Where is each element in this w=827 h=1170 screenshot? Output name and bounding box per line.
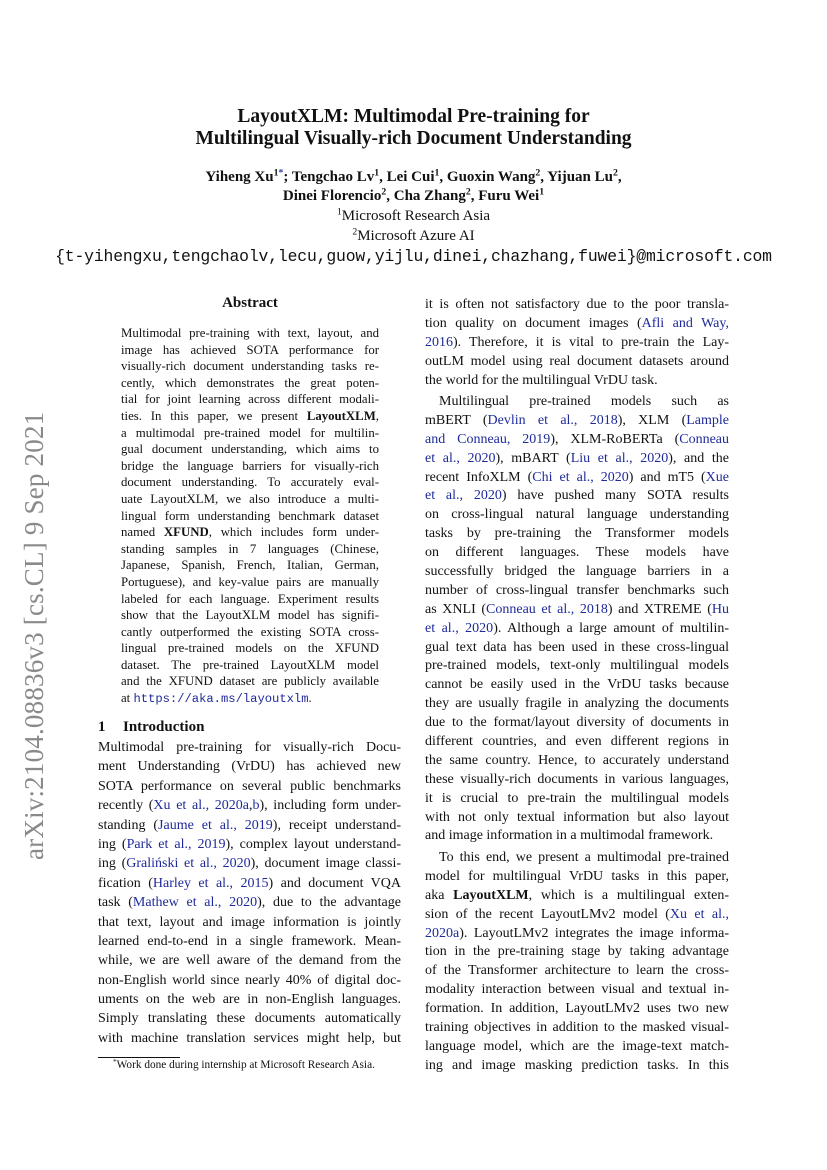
text: sion of the recent LayoutLMv2 model ( bbox=[425, 906, 670, 922]
author bbox=[205, 169, 291, 185]
text: Multimodal pre-training for visually-rich Docu- bbox=[98, 740, 401, 755]
text: bridge the language barriers for visually-rich bbox=[121, 458, 379, 473]
text: that text, layout and image information is jointly bbox=[98, 914, 401, 930]
text-line bbox=[98, 738, 401, 757]
text: formation. In addition, LayoutLMv2 uses two new bbox=[425, 1001, 729, 1017]
text-line bbox=[121, 524, 379, 541]
author-separator: , bbox=[439, 169, 447, 185]
title-line: Multilingual Visually-rich Document Understanding bbox=[195, 128, 632, 149]
text: while, we are well aware of the demand from the bbox=[98, 953, 401, 969]
text: ). Therefore, it is vital to pre-train the Lay- bbox=[453, 334, 729, 350]
text: task ( bbox=[98, 895, 133, 911]
affiliations bbox=[0, 206, 827, 246]
text: recent InfoXLM ( bbox=[425, 469, 533, 485]
text-line bbox=[98, 874, 401, 893]
text-line bbox=[121, 591, 379, 608]
text: these visually-rich documents in various languages, bbox=[425, 771, 729, 787]
text-line bbox=[121, 673, 379, 690]
text: named bbox=[121, 525, 164, 540]
text-line bbox=[425, 412, 729, 431]
text-line bbox=[425, 906, 729, 925]
paper-title bbox=[0, 106, 827, 150]
text-line bbox=[121, 640, 379, 657]
text: standing ( bbox=[98, 817, 159, 833]
text-line bbox=[98, 990, 401, 1009]
affiliation bbox=[0, 226, 827, 246]
text-line bbox=[425, 582, 729, 601]
text: cantly outperformed the existing SOTA cross- bbox=[121, 624, 379, 639]
text-line bbox=[425, 943, 729, 962]
text: due to the format/layout diversity of documents in bbox=[425, 715, 729, 731]
citation-link[interactable]: 2020a bbox=[425, 925, 460, 941]
text: it is crucial to pre-train the multilingual models bbox=[425, 790, 729, 806]
text: aka bbox=[425, 887, 454, 903]
text-line bbox=[425, 506, 729, 525]
text: tial for joint learning across different modali- bbox=[121, 392, 379, 407]
text-line bbox=[425, 809, 729, 828]
authors bbox=[0, 168, 827, 206]
text-line bbox=[121, 474, 379, 491]
footnote-mark: * bbox=[113, 1056, 117, 1066]
citation-link[interactable]: Xu et al., 2020a bbox=[153, 798, 249, 814]
text-line bbox=[425, 695, 729, 714]
text-line bbox=[121, 557, 379, 574]
text-line bbox=[121, 690, 379, 707]
citation-link[interactable]: Lample bbox=[686, 412, 729, 428]
author-name: Dinei Florencio bbox=[282, 188, 382, 204]
text: language model, which are the image-text match- bbox=[425, 1038, 729, 1054]
affiliation-name: Microsoft Azure AI bbox=[357, 228, 475, 244]
text: visually-rich document understanding tasks re- bbox=[121, 359, 379, 374]
author bbox=[283, 188, 394, 204]
footnote-rule bbox=[98, 1057, 180, 1058]
abstract-body bbox=[121, 325, 379, 707]
text-line bbox=[425, 620, 729, 639]
text: Multilingual pre-trained models such as bbox=[439, 394, 729, 409]
author-separator: ; bbox=[283, 169, 292, 185]
text: ) and XTREME ( bbox=[607, 601, 712, 617]
text: , which includes form under- bbox=[208, 525, 379, 540]
author-name: Yiheng Xu bbox=[205, 169, 274, 185]
footnote bbox=[113, 1056, 375, 1071]
citation-link[interactable]: Xu et al., bbox=[669, 906, 729, 922]
paragraph bbox=[98, 738, 401, 1048]
text: ). LayoutLMv2 integrates the image informa- bbox=[459, 925, 729, 941]
text-line bbox=[425, 601, 729, 620]
author bbox=[292, 169, 387, 185]
text-line bbox=[425, 1019, 729, 1038]
text-line bbox=[121, 657, 379, 674]
citation-link[interactable]: Park et al., 2019 bbox=[126, 836, 226, 852]
text: learned end-to-end in a single framework. Mean- bbox=[98, 933, 401, 949]
text: standing samples in 7 languages (Chinese, bbox=[121, 541, 379, 556]
text: ing ( bbox=[98, 856, 127, 872]
text: ), and the bbox=[668, 450, 729, 466]
text: as XNLI ( bbox=[425, 601, 487, 617]
text: Multimodal pre-training with text, layout, and bbox=[121, 326, 379, 340]
citation-link[interactable]: Afli and Way, bbox=[641, 315, 729, 331]
citation-link[interactable]: Chi et al., 2020 bbox=[532, 469, 629, 485]
author bbox=[478, 188, 544, 204]
citation-link[interactable]: and Conneau, 2019 bbox=[425, 431, 551, 447]
affiliation bbox=[0, 206, 827, 226]
footnote-text: Work done during internship at Microsoft Research Asia. bbox=[116, 1059, 375, 1071]
text-line bbox=[425, 887, 729, 906]
text: cently, which demonstrates the great poten- bbox=[121, 375, 379, 390]
text: ), due to the advantage bbox=[257, 895, 401, 911]
text: gual document understanding, which aims to bbox=[121, 442, 379, 457]
authors-line bbox=[0, 168, 827, 187]
text-line bbox=[98, 835, 401, 854]
text-line bbox=[98, 816, 401, 835]
text-line bbox=[425, 790, 729, 809]
text-line bbox=[121, 541, 379, 558]
arxiv-stamp: arXiv:2104.08836v3 [cs.CL] 9 Sep 2021 bbox=[19, 411, 49, 860]
text: Simply translating these documents automatically bbox=[98, 1011, 401, 1027]
author-name: Furu Wei bbox=[478, 188, 540, 204]
text: mBERT ( bbox=[425, 412, 488, 428]
text: fication ( bbox=[98, 875, 153, 891]
text-line bbox=[98, 757, 401, 776]
text: ), complex layout understand- bbox=[225, 836, 401, 852]
text: Portuguese), and key-value pairs are manually bbox=[121, 574, 379, 589]
text-line bbox=[98, 777, 401, 796]
section-heading bbox=[98, 719, 204, 736]
text: on different languages. These models have bbox=[425, 545, 729, 561]
text: SOTA performance on several public benchmarks bbox=[98, 778, 401, 794]
text: uments on the web are in non-English languages. bbox=[98, 992, 401, 1008]
text: ), XLM-RoBERTa ( bbox=[550, 431, 680, 447]
title-line: LayoutXLM: Multimodal Pre-training for bbox=[237, 106, 590, 127]
text: recently ( bbox=[98, 798, 154, 814]
text-line bbox=[425, 393, 729, 412]
text: training objectives in addition to the masked visual- bbox=[425, 1020, 729, 1036]
citation-link[interactable]: Liu et al., 2020 bbox=[570, 450, 669, 466]
text: lingual pre-trained models on the XFUND bbox=[121, 641, 379, 656]
text: a multimodal pre-trained model for multilin- bbox=[121, 425, 379, 440]
text-line bbox=[98, 796, 401, 815]
text: ). Although a large amount of multilin- bbox=[493, 620, 729, 636]
text-line bbox=[425, 544, 729, 563]
text-line bbox=[425, 450, 729, 469]
author-name: Tengchao Lv bbox=[291, 169, 375, 185]
text: ), receipt understand- bbox=[272, 817, 401, 833]
text: on cross-lingual natural language understanding bbox=[425, 507, 729, 523]
text-line bbox=[425, 771, 729, 790]
text-line bbox=[121, 508, 379, 525]
author-separator: , bbox=[386, 188, 394, 204]
text: successfully bridged the language barriers in a bbox=[425, 564, 729, 580]
text-line bbox=[425, 469, 729, 488]
text: of the Transformer architecture to learn the cross- bbox=[425, 963, 729, 979]
text-line bbox=[121, 342, 379, 359]
text: dataset. The pre-trained LayoutXLM model bbox=[121, 657, 379, 672]
author bbox=[547, 169, 621, 185]
citation-link[interactable]: Mathew et al., 2020 bbox=[132, 895, 258, 911]
text: Japanese, Spanish, French, Italian, German, bbox=[121, 558, 379, 573]
text-line bbox=[425, 981, 729, 1000]
text-line bbox=[121, 624, 379, 641]
author-separator: , bbox=[540, 169, 548, 185]
citation-link[interactable]: Harley et al., 2015 bbox=[152, 875, 269, 891]
text-line bbox=[98, 1009, 401, 1028]
text-line bbox=[425, 315, 729, 334]
url-link[interactable]: https://aka.ms/layoutxlm bbox=[133, 692, 309, 707]
text-line bbox=[425, 372, 729, 391]
text-line bbox=[425, 639, 729, 658]
bold-term: XFUND bbox=[163, 525, 209, 540]
section-number: 1 bbox=[98, 719, 106, 735]
author-affil-sup: 2 bbox=[535, 167, 541, 179]
text-line bbox=[425, 334, 729, 353]
text-line bbox=[121, 491, 379, 508]
citation-link[interactable]: Hu bbox=[711, 601, 729, 617]
text: ) have pushed many SOTA results bbox=[501, 488, 729, 504]
citation-link[interactable]: Conneau bbox=[679, 431, 729, 447]
text-line bbox=[425, 676, 729, 695]
text-line bbox=[121, 574, 379, 591]
text-line bbox=[425, 752, 729, 771]
abstract-heading: Abstract bbox=[222, 295, 278, 311]
text: non-English world since nearly 40% of digital doc- bbox=[98, 972, 401, 988]
text: ), including form under- bbox=[259, 798, 401, 814]
text: at bbox=[121, 691, 134, 706]
affiliation-sup: 1 bbox=[336, 206, 342, 218]
text: with not only textual information but also layout bbox=[425, 809, 729, 825]
citation-link[interactable]: Graliński et al., 2020 bbox=[126, 856, 251, 872]
bold-term: LayoutXLM bbox=[453, 887, 529, 903]
text-line bbox=[425, 487, 729, 506]
text: ing ( bbox=[98, 836, 127, 852]
text: tion quality on document images ( bbox=[425, 315, 642, 331]
author bbox=[394, 188, 479, 204]
section-title: Introduction bbox=[123, 719, 205, 735]
text: modality interaction between visual and textual in- bbox=[425, 982, 729, 998]
text: ) and mT5 ( bbox=[628, 469, 706, 485]
text-line bbox=[425, 1000, 729, 1019]
author-affil-sup: 1 bbox=[273, 167, 279, 179]
text-line bbox=[425, 1038, 729, 1057]
author-affil-sup: 1 bbox=[434, 167, 440, 179]
text-line bbox=[425, 431, 729, 450]
paragraph bbox=[425, 296, 729, 390]
text-line bbox=[98, 913, 401, 932]
text: show that the LayoutXLM model has signifi- bbox=[121, 608, 379, 623]
text: , bbox=[375, 408, 379, 423]
citation-link[interactable]: Jaume et al., 2019 bbox=[158, 817, 273, 833]
authors-line bbox=[0, 187, 827, 206]
citation-link[interactable]: Xue bbox=[705, 469, 729, 485]
paragraph bbox=[425, 393, 729, 846]
affiliation-sup: 2 bbox=[352, 226, 358, 238]
text-line bbox=[121, 375, 379, 392]
bold-term: LayoutXLM bbox=[306, 408, 376, 423]
text-line bbox=[425, 353, 729, 372]
text: image has achieved SOTA performance for bbox=[121, 342, 379, 357]
text-line bbox=[425, 733, 729, 752]
author bbox=[387, 169, 447, 185]
text-line bbox=[425, 563, 729, 582]
text: ), XLM ( bbox=[617, 412, 687, 428]
text-line bbox=[121, 441, 379, 458]
affiliation-name: Microsoft Research Asia bbox=[341, 208, 491, 224]
text: number of cross-lingual transfer benchmarks such bbox=[425, 582, 729, 598]
text-line bbox=[98, 971, 401, 990]
citation-link[interactable]: et al., 2020 bbox=[425, 620, 494, 636]
author-footnote-link[interactable]: * bbox=[278, 167, 284, 179]
text: it is often not satisfactory due to the poor transla- bbox=[425, 297, 729, 312]
text: and image information in a multimodal framework. bbox=[425, 828, 714, 844]
text-line bbox=[425, 1057, 729, 1076]
author-affil-sup: 2 bbox=[381, 186, 387, 198]
citation-link[interactable]: Devlin et al., 2018 bbox=[487, 412, 618, 428]
author-affil-sup: 2 bbox=[612, 167, 618, 179]
author-separator: , bbox=[617, 169, 622, 185]
text-line bbox=[425, 827, 729, 846]
text: , which is a multilingual exten- bbox=[528, 887, 729, 903]
text-line bbox=[98, 854, 401, 873]
text: lingual form understanding benchmark dataset bbox=[121, 508, 379, 523]
text-line bbox=[98, 932, 401, 951]
text: with machine translation services might help, but bbox=[98, 1030, 401, 1046]
author-affil-sup: 2 bbox=[465, 186, 471, 198]
text: the world for the multilingual VrDU task. bbox=[425, 372, 658, 388]
text: gual text data has been used in these cross-lingual bbox=[425, 639, 729, 655]
text: model for multilingual VrDU tasks in this paper, bbox=[425, 868, 729, 884]
text: uate LayoutXLM, we also introduce a multi- bbox=[121, 491, 379, 506]
text-line bbox=[98, 951, 401, 970]
author-name: Yijuan Lu bbox=[547, 169, 613, 185]
text: they are usually fragile in analyzing the documents bbox=[425, 696, 729, 712]
author-emails: {t-yihengxu,tengchaolv,lecu,guow,yijlu,dinei,chazhang,fuwei}@microsoft.com bbox=[55, 247, 772, 266]
text: , bbox=[248, 798, 253, 814]
citation-link[interactable]: et al., 2020 bbox=[425, 450, 496, 466]
text-line bbox=[121, 358, 379, 375]
author-separator: , bbox=[470, 188, 479, 204]
author-name: Cha Zhang bbox=[393, 188, 466, 204]
author-affil-sup: 1 bbox=[374, 167, 380, 179]
text-line bbox=[121, 391, 379, 408]
text-line bbox=[425, 525, 729, 544]
text: ties. In this paper, we present bbox=[121, 408, 307, 423]
text: ), mBART ( bbox=[495, 450, 571, 466]
text: . bbox=[308, 691, 312, 706]
text-line bbox=[425, 868, 729, 887]
text-line bbox=[121, 425, 379, 442]
text: ing and image masking prediction tasks. In this bbox=[425, 1057, 729, 1073]
text: different countries, and even different regions in bbox=[425, 734, 729, 750]
text: pre-trained models, text-only multilingual models bbox=[425, 658, 729, 674]
text-line bbox=[425, 714, 729, 733]
paragraph bbox=[425, 849, 729, 1076]
text: and the XFUND dataset are publicly available bbox=[121, 674, 379, 689]
author-name: Lei Cui bbox=[386, 169, 435, 185]
text-line bbox=[425, 925, 729, 944]
author-name: Guoxin Wang bbox=[446, 169, 536, 185]
text: document understanding. To accurately eval- bbox=[121, 475, 379, 490]
text-line bbox=[121, 325, 379, 342]
citation-link[interactable]: et al., 2020 bbox=[425, 488, 502, 504]
text-line bbox=[98, 1029, 401, 1048]
text: tasks by pre-training the Transformer models bbox=[425, 526, 729, 542]
text-line bbox=[425, 657, 729, 676]
text: tion in the pre-training stage by taking advantage bbox=[425, 944, 729, 960]
text-line bbox=[121, 408, 379, 425]
text-line bbox=[98, 893, 401, 912]
author-affil-sup: 1 bbox=[539, 186, 545, 198]
text: ), document image classi- bbox=[250, 856, 401, 872]
text: outLM model using real document datasets around bbox=[425, 353, 729, 369]
text: labeled for each language. Experiment results bbox=[121, 591, 379, 606]
text-line bbox=[425, 296, 729, 315]
text-line bbox=[425, 849, 729, 868]
citation-link[interactable]: Conneau et al., 2018 bbox=[486, 601, 608, 617]
text: To this end, we present a multimodal pre-trained bbox=[439, 850, 729, 865]
text: ) and document VQA bbox=[268, 875, 401, 891]
text: cannot be easily used in the VrDU tasks because bbox=[425, 677, 729, 693]
citation-link[interactable]: 2016 bbox=[425, 334, 453, 350]
text-line bbox=[425, 962, 729, 981]
text-line bbox=[121, 458, 379, 475]
text-line bbox=[121, 607, 379, 624]
text: the same country. Hence, to accurately understand bbox=[425, 752, 729, 768]
citation-link[interactable]: b bbox=[252, 798, 260, 814]
text: ment Understanding (VrDU) has achieved new bbox=[98, 759, 401, 775]
author-separator: , bbox=[379, 169, 387, 185]
author bbox=[447, 169, 547, 185]
